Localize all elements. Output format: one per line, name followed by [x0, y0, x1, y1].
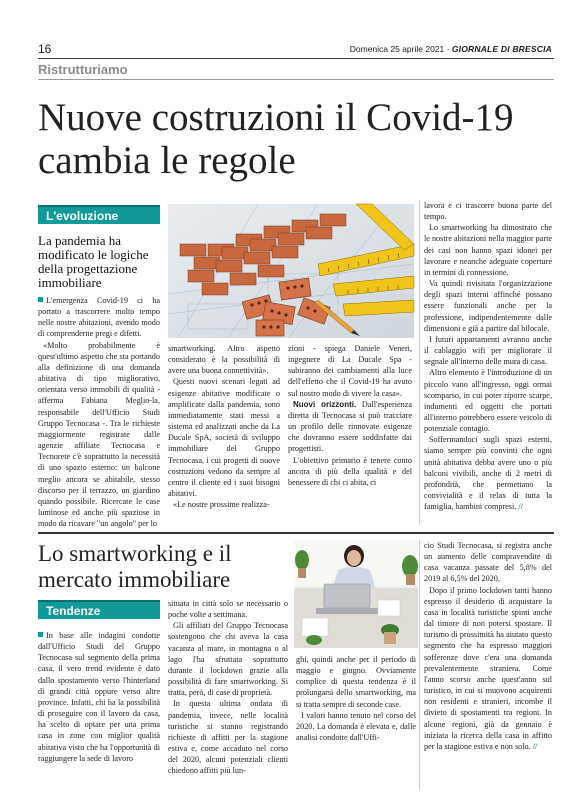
paragraph: «Molto probabilmente è quest'ultimo aspetto che sta portando alla definizione di una domanda abitativa di tipo migliorativo, orientata verso immobili di qualità - afferma Fabiana Meglio-la, responsabile dell'Ufficio Studi Gruppo Tecnocasa -. Tra le richieste maggiormente registrate dalle agenzie affiliate Tecnocasa e Tecnorete c'è soprattutto la necessità di uno spazio esterno: un balcone meglio ancora se abitabile, stesso discorso per il terrazzo, un giardino quando possibile. Ricercate le case luminose ed anche più spaziose in modo da ricavare "un angolo" per lo — [38, 340, 160, 529]
smartworking-photo — [294, 540, 418, 648]
article2-headline: Lo smartworking e il mercato immobiliare — [38, 541, 232, 592]
paragraph — [424, 585, 552, 752]
paragraph: cio Studi Tecnocasa, si registra anche un aumento delle compravendite di casa vacanza passate del 5,8% del 2019 al 6,5% del 2020. — [424, 541, 552, 584]
paragraph: Questi nuovi scenari legati ad esigenze abitative modificate o amplificate dalla pandemia, sono immediatamente stati messi a sistema ed analizzati anche da La Ducale SpA, società di sviluppo immobiliare del Gruppo Tecnocasa, i cui progetti di nuove costruzioni vedono da sempre al centro il cliente ed i suoi bisogni abitativi. — [168, 377, 280, 499]
paragraph-text: Dall'esperienza diretta di Tecnocasa si può tracciare un profilo delle rinnovate esigenze che dovranno essere soddisfatte dai progettisti. — [288, 399, 412, 454]
paragraph — [288, 399, 412, 455]
paragraph: Altro elemento è l'introduzione di un piccolo vano all'ingresso, oggi ormai scomparso, in cui poter riporre scarpe, indumenti ed oggetti che portati all'interno potrebbero essere veicolo di potenziale contagio. — [424, 368, 552, 434]
article1-subhead: La pandemia ha modificato le logiche della progettazione immobiliare — [38, 233, 149, 290]
paragraph: Lo smartworking ha dimostrato che le nostre abitazioni nella maggior parte dei casi non hanno spazi idonei per lavorare e neanche adeguate coperture in termini di connessione. — [424, 223, 552, 277]
paragraph: zioni - spiega Daniele Veneri, ingegnere di La Ducale Spa - subiranno dei cambiamenti alla luce dell'effetto che il Covid-19 ha avuto sul nostro modo di vivere la casa». — [288, 344, 412, 398]
column-separator — [419, 540, 420, 790]
page-number: 16 — [38, 42, 52, 56]
paragraph — [38, 630, 160, 764]
paragraph: In questa ultima ondata di pandemia, invece, nelle località turistiche si stanno registrando richieste di affitti per la stagione estiva e, come accaduto nel corso del 2020, alcuni potenziali clienti chiedono affitti più lun- — [168, 699, 288, 776]
section-label: Ristrutturiamo — [38, 62, 128, 77]
date-text: Domenica 25 aprile 2021 — [349, 44, 445, 54]
end-mark: // — [532, 741, 538, 751]
article2-col2 — [168, 598, 288, 790]
article1-col3 — [288, 343, 412, 523]
header-rule — [38, 58, 554, 59]
paragraph-text: In base alle indagini condotte dall'Ufficio Studi del Gruppo Tecnocasa sul segmento della prima casa, il vero trend evidente è dato dallo spostamento verso l'hinterland di grandi città oppure verso altre province. Infatti, chi ha la possibilità di proseguire con il lavoro da casa, ha scelto di optare per una prima casa in zone con miglior qualità abitativa visto che ha l'opportunità di raggiungere la sede di lavoro — [38, 631, 160, 763]
bullet-icon — [38, 297, 43, 302]
end-mark: // — [518, 502, 523, 512]
article-divider — [38, 532, 554, 534]
paragraph-text: Soffermandoci sugli spazi esterni, siamo sempre più convinti che ogni unità abitativa debba avere uno o più balconi vivibili, anche di 2 metri di profondità, che permettano la convivialità e il relax di tutta la famiglia, bambini compresi. — [424, 435, 552, 512]
paragraph: L'obiettivo primario è tenere conto ancora di più della qualità e del benessere di chi ci abita, ci — [288, 455, 412, 487]
paragraph: Gli affiliati del Gruppo Tecnocasa sostengono che chi aveva la casa vacanza al mare, in montagna o al lago l'ha sfruttata soprattutto durante il lockdown grazie alla possibilità di fare smartworking. Si tratta, però, di case di proprietà. — [168, 621, 288, 698]
article2-tag: Tendenze — [38, 600, 160, 619]
paragraph: Va quindi rivisitata l'organizzazione degli spazi interni affinché possano essere funzionali anche per la professione, indipendentemente dalle dimensioni e già a partire dal bilocale. — [424, 279, 552, 333]
paragraph-text: L'emergenza Covid-19 ci ha portato a trascorrere molto tempo nelle nostre abitazioni, avendo modo di comprenderne pregi e difetti. — [38, 296, 160, 339]
paragraph — [38, 295, 160, 340]
date-separator: · — [446, 44, 450, 54]
inline-subhead: Nuovi orizzonti. — [293, 399, 357, 409]
paragraph: smartworking. Altro aspetto considerato è la possibilità di avere una buona connettività». — [168, 344, 280, 376]
issue-date — [350, 44, 552, 54]
article1-col1 — [38, 295, 160, 529]
paragraph: I futuri appartamenti avranno anche il cablaggio wifi per migliorare il segnale all'interno delle mura di casa. — [424, 334, 552, 367]
column-separator — [419, 200, 420, 525]
article1-col4 — [424, 200, 552, 526]
article1-tag: L'evoluzione — [38, 205, 160, 224]
paragraph: lavora e ci trascorre buona parte del tempo. — [424, 201, 552, 222]
article2-col3 — [296, 654, 416, 790]
article1-headline: Nuove costruzioni il Covid-19 cambia le regole — [38, 96, 514, 182]
publication-name: GIORNALE DI BRESCIA — [451, 44, 552, 54]
paragraph-text: Dopo il primo lockdown tanti hanno espresso il desiderio di acquistare la casa in località turistiche spinti anche dal timore di non potersi spostare. Il turismo di prossimità ha aiutato questo segmento che ha espresso maggiori sofferenze dove c'era una domanda prevalentemente straniera. Come l'anno scorso anche quest'anno sul turistico, in cui si muovono acquirenti non residenti e stranieri, incombe il divieto di spostamenti tra regioni. In alcune regioni, già da gennaio è iniziata la ricerca della casa in affitto per la stagione estiva e non solo. — [424, 585, 552, 751]
bricks-blueprint-photo — [168, 204, 414, 338]
paragraph: «Le nostre prossime realizza- — [173, 500, 270, 510]
paragraph — [424, 434, 552, 512]
paragraph: situata in città solo se necessario o poche volte a settimana. — [168, 599, 288, 620]
paragraph: I valori hanno tenuto nel corso del 2020. La domanda è elevata e, dalle analisi condotte dall'Uffi- — [296, 710, 416, 743]
article2-col1 — [38, 630, 160, 790]
article1-col2 — [168, 343, 280, 523]
section-rule — [38, 79, 554, 80]
paragraph: ghi, quindi anche per il periodo di maggio e giugno. Ovviamente complice di questa tendenza è il prolungarsi dello smartworking, ma si tratta sempre di seconde case. — [296, 655, 416, 709]
bullet-icon — [38, 632, 43, 637]
article2-col4 — [424, 540, 552, 792]
